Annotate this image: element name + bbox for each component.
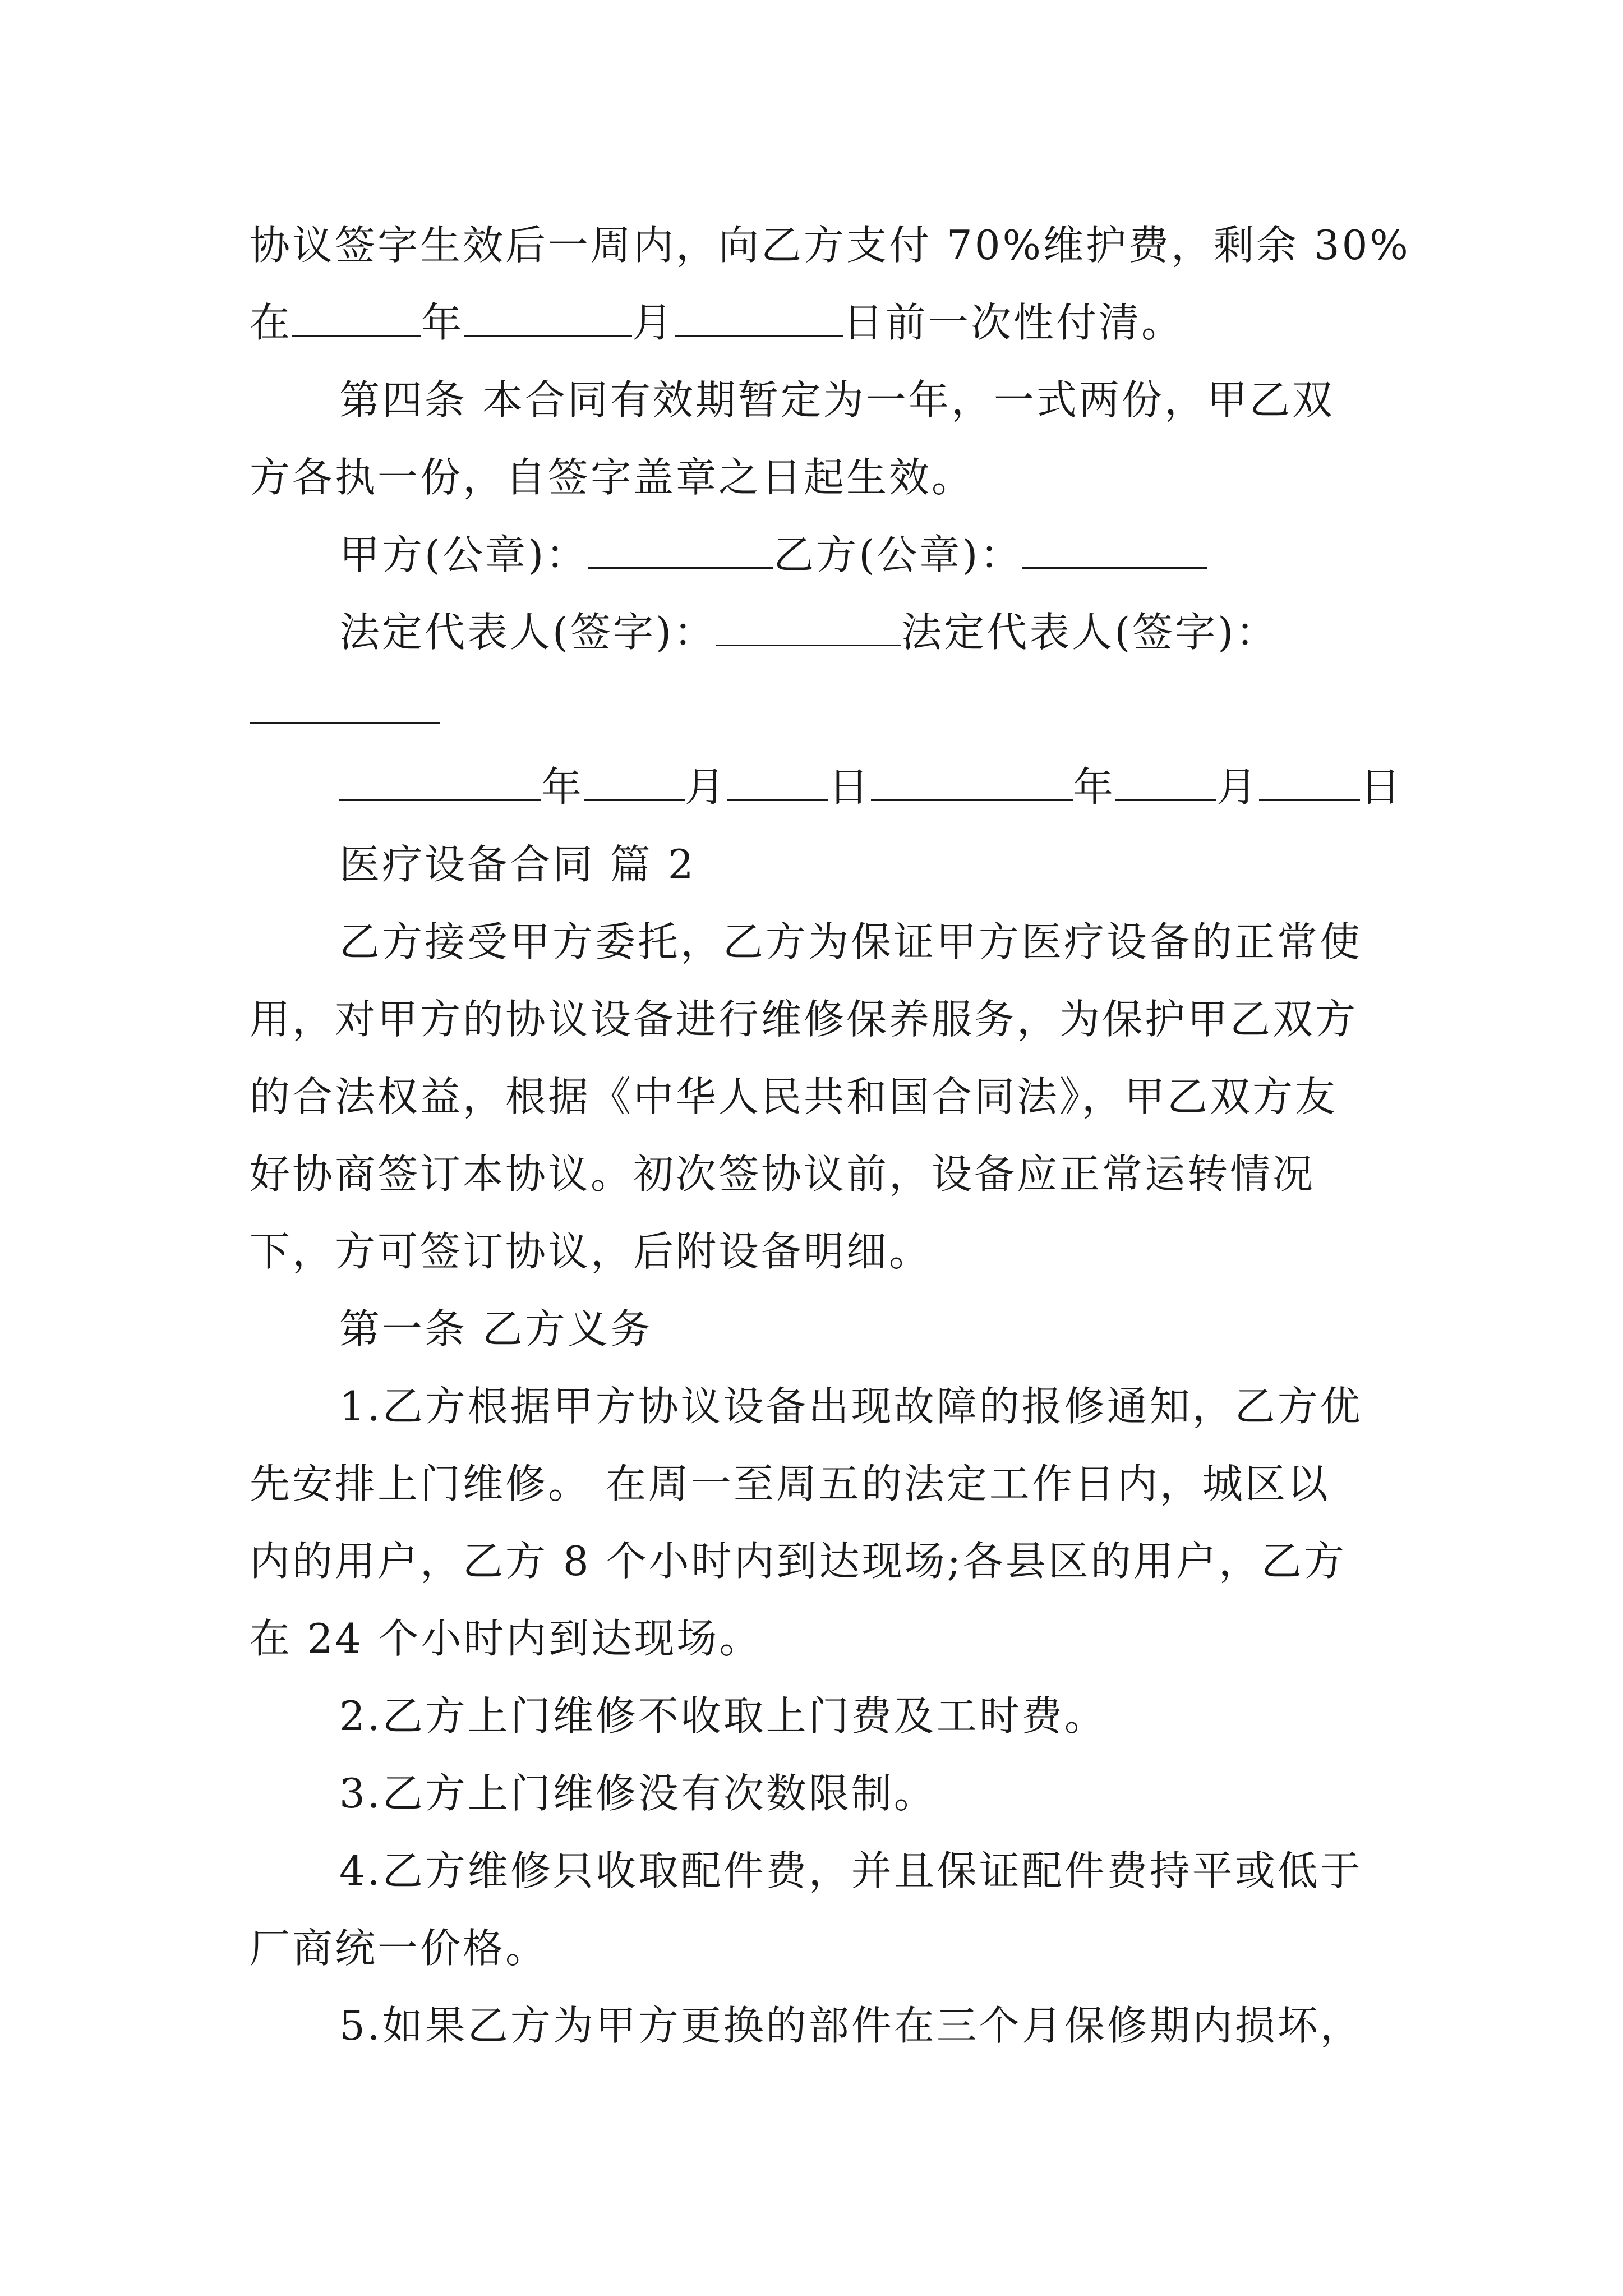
intro-line-4: 好协商签订本协议。初次签协议前，设备应正常运转情况 bbox=[250, 1151, 1316, 1198]
intro-line-1: 乙方接受甲方委托，乙方为保证甲方医疗设备的正常使 bbox=[339, 918, 1363, 965]
article-4-line-2: 方各执一份，自签字盖章之日起生效。 bbox=[250, 454, 975, 501]
party-a-seal-blank bbox=[588, 533, 773, 569]
representative-line bbox=[250, 593, 1394, 671]
date-b-year-label: 年 bbox=[1073, 763, 1116, 811]
intro-line-5: 下，方可签订协议，后附设备明细。 bbox=[250, 1228, 932, 1275]
contract-text bbox=[250, 206, 1410, 2064]
item-2: 2.乙方上门维修不收取上门费及工时费。 bbox=[339, 1692, 1107, 1740]
date-a-month-label: 月 bbox=[685, 763, 728, 811]
date-a-day-label: 日 bbox=[828, 763, 872, 811]
seal-line bbox=[250, 516, 1394, 593]
date-a-year-blank bbox=[339, 766, 541, 801]
label-year: 年 bbox=[421, 299, 464, 346]
date-b-day-label: 日 bbox=[1360, 763, 1403, 811]
party-b-rep-label: 法定代表人(签字)： bbox=[901, 609, 1279, 656]
party-b-rep-blank bbox=[250, 688, 440, 724]
item-4-line-2: 厂商统一价格。 bbox=[250, 1925, 548, 1972]
blank-year bbox=[292, 301, 421, 337]
section-heading-2: 医疗设备合同 篇 2 bbox=[339, 841, 696, 888]
party-a-rep-blank bbox=[716, 611, 901, 646]
text-at: 在 bbox=[250, 299, 293, 346]
date-b-month-label: 月 bbox=[1216, 763, 1260, 811]
representative-continuation bbox=[250, 671, 1394, 748]
item-1-line-1: 1.乙方根据甲方协议设备出现故障的报修通知，乙方优 bbox=[339, 1383, 1363, 1430]
date-b-month-blank bbox=[1115, 766, 1216, 801]
blank-month bbox=[464, 301, 632, 337]
payment-line-1: 协议签字生效后一周内，向乙方支付 70%维护费，剩余 30% bbox=[250, 222, 1410, 269]
date-b-day-blank bbox=[1259, 766, 1360, 801]
payment-line-2 bbox=[250, 284, 1394, 361]
item-1-line-4: 在 24 个小时内到达现场。 bbox=[250, 1615, 762, 1662]
item-5-line-1: 5.如果乙方为甲方更换的部件在三个月保修期内损坏， bbox=[339, 2002, 1363, 2049]
party-a-seal-label: 甲方(公章)： bbox=[339, 531, 589, 578]
intro-line-3: 的合法权益，根据《中华人民共和国合同法》，甲乙双方友 bbox=[250, 1073, 1338, 1120]
intro-line-2: 用，对甲方的协议设备进行维修保养服务，为保护甲乙双方 bbox=[250, 996, 1358, 1043]
item-1-line-2: 先安排上门维修。 在周一至周五的法定工作日内，城区以 bbox=[250, 1460, 1330, 1507]
date-b-year-blank bbox=[871, 766, 1073, 801]
item-3: 3.乙方上门维修没有次数限制。 bbox=[339, 1770, 937, 1817]
label-month: 月 bbox=[632, 299, 675, 346]
date-line bbox=[250, 748, 1403, 826]
article-1-title: 第一条 乙方义务 bbox=[339, 1305, 653, 1352]
blank-day bbox=[675, 301, 843, 337]
label-day-end: 日前一次性付清。 bbox=[843, 299, 1184, 346]
party-a-rep-label: 法定代表人(签字)： bbox=[339, 609, 717, 656]
date-a-month-blank bbox=[584, 766, 685, 801]
date-a-day-blank bbox=[727, 766, 828, 801]
item-1-line-3: 内的用户，乙方 8 个小时内到达现场;各县区的用户，乙方 bbox=[250, 1538, 1347, 1585]
item-4-line-1: 4.乙方维修只收取配件费，并且保证配件费持平或低于 bbox=[339, 1847, 1363, 1894]
article-4-line-1: 第四条 本合同有效期暂定为一年，一式两份，甲乙双 bbox=[339, 376, 1335, 424]
party-b-seal-blank bbox=[1022, 533, 1207, 569]
date-a-year-label: 年 bbox=[541, 763, 584, 811]
party-b-seal-label: 乙方(公章)： bbox=[773, 531, 1023, 578]
